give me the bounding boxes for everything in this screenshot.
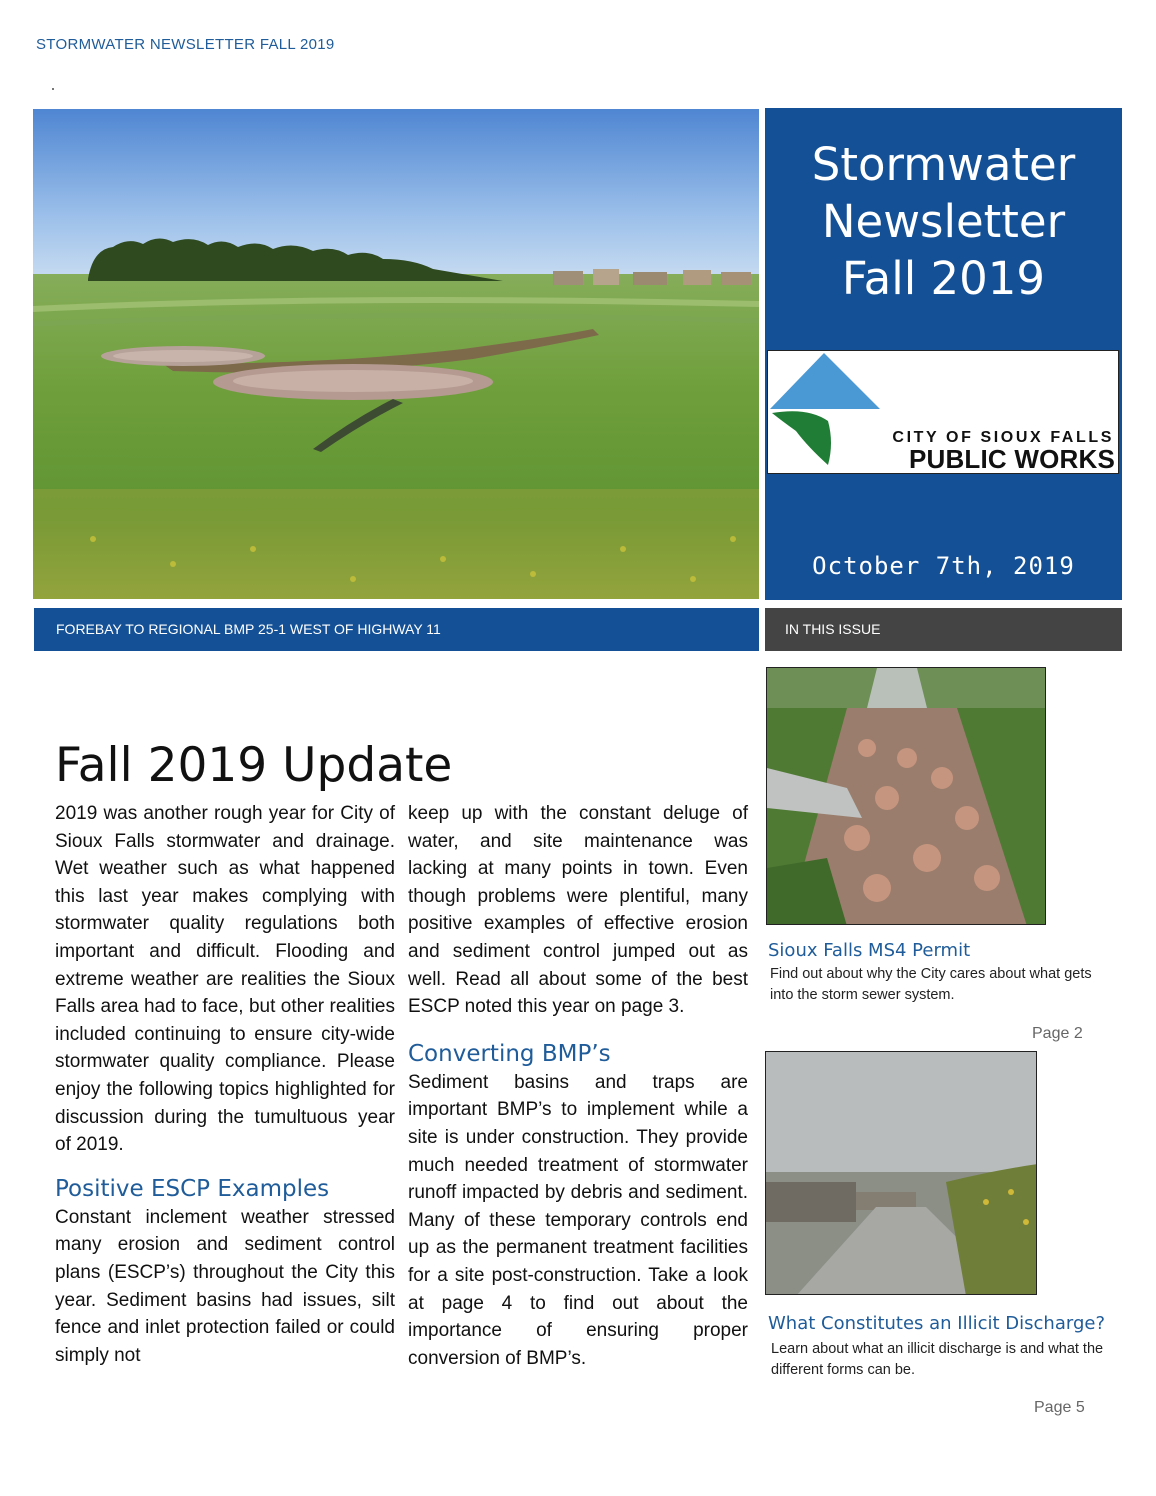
section-heading-escp: Positive ESCP Examples [55,1175,330,1202]
in-this-issue-bar: IN THIS ISSUE [765,608,1122,651]
newsletter-title [765,136,1122,307]
title-panel [765,108,1122,600]
article-column-left [55,800,395,1369]
photo-caption-bar: FOREBAY TO REGIONAL BMP 25-1 WEST OF HIGHWAY 11 [34,608,759,651]
issue-date: October 7th, 2019 [812,552,1075,580]
stray-mark [52,88,54,90]
article-intro: 2019 was another rough year for City of Sioux Falls stormwater and drainage. Wet weather such as what happened this last year makes complying with stormwater quality regulations both important and difficult. Flooding and extreme weather are realities the Sioux Falls area had to face, but other realities included continuing to ensure city-wide stormwater quality compliance. Please enjoy the following topics highlighted for discussion during the tumultuous year of 2019. [55,803,395,1156]
illicit-discharge-description: Learn about what an illicit discharge is and what the different forms can be. [771,1341,1104,1378]
title-line-2: Newsletter [821,195,1066,248]
ms4-permit-page[interactable]: Page 2 [1032,1025,1083,1042]
section-text-escp-part1: Constant inclement weather stressed many erosion and sediment control plans (ESCP’s) throughout the City this year. Sediment basins had issues, silt fence and inlet protection failed or could simply not [55,1206,395,1366]
ms4-permit-title[interactable]: Sioux Falls MS4 Permit [768,940,971,961]
running-header: STORMWATER NEWSLETTER FALL 2019 [36,36,335,53]
section-heading-bmp: Converting BMP’s [408,1040,611,1067]
illicit-discharge-title[interactable]: What Constitutes an Illicit Discharge? [768,1313,1105,1334]
hero-photo [33,109,759,599]
logo-city-text: CITY OF SIOUX FALLS [892,429,1114,446]
article-title: Fall 2019 Update [55,738,453,793]
ms4-permit-description: Find out about why the City cares about what gets into the storm sewer system. [770,966,1092,1003]
ms4-permit-photo [766,667,1046,925]
article-column-right [408,800,748,1372]
title-line-3: Fall 2019 [841,252,1046,305]
section-text-bmp: Sediment basins and traps are important BMP’s to implement while a site is under construction. They provide much needed treatment of stormwater runoff impacted by debris and sediment. Many of these temporary controls end up as the permanent treatment facilities for a site post-construction. Take a look at page 4 to find out about the importance of ensuring proper conversion of BMP’s. [408,1071,748,1369]
title-line-1: Stormwater [811,138,1076,191]
public-works-logo [767,350,1119,474]
logo-department-text: PUBLIC WORKS [908,444,1115,474]
illicit-discharge-photo [765,1051,1037,1295]
illicit-discharge-page[interactable]: Page 5 [1034,1399,1085,1416]
section-text-escp-part2: keep up with the constant deluge of water, and site maintenance was lacking at many points in town. Even though problems were plentiful, many positive examples of effective erosion and sediment control jumped out as well. Read all about some of the best ESCP noted this year on page 3. [408,803,748,1018]
